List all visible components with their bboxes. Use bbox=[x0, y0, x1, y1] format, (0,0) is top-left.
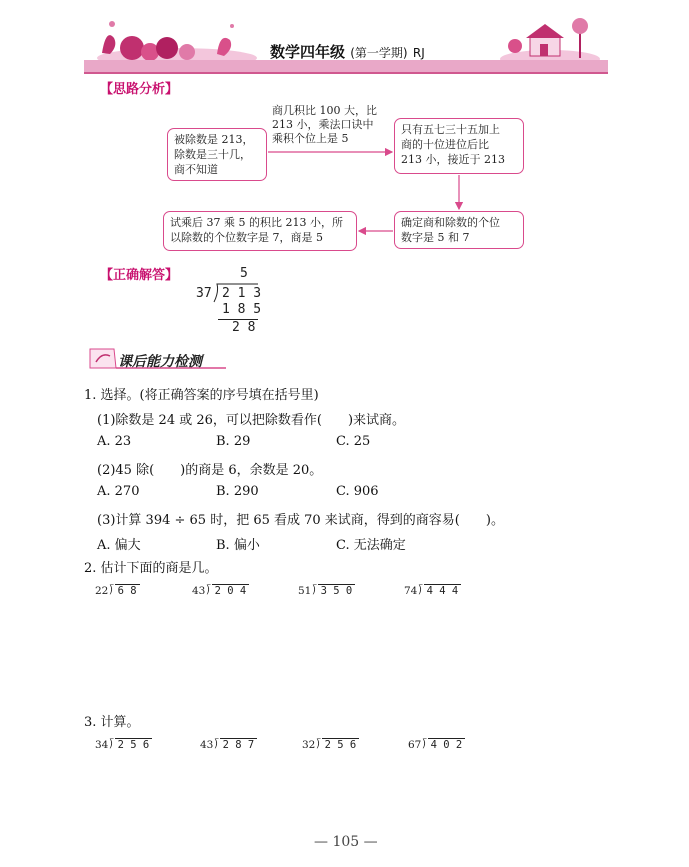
answer-quotient: 5 bbox=[240, 266, 248, 281]
answer-dividend: 2 1 3 bbox=[222, 286, 262, 301]
q1-item3-stem: (3)计算 394 ÷ 65 时，把 65 看成 70 来试商，得到的商容易( )。 bbox=[97, 513, 504, 528]
q3-problem-1-divisor: 34 bbox=[95, 739, 109, 751]
q2-problem-2: 43⟌ 2 0 4 bbox=[192, 585, 249, 598]
analysis-label: 【思路分析】 bbox=[100, 82, 179, 97]
q3-title: 3. 计算。 bbox=[84, 715, 140, 730]
q1-item2-option-b: B. 290 bbox=[216, 484, 259, 499]
q2-problem-1-dividend: 6 8 bbox=[115, 584, 140, 597]
q3-problem-2-dividend: 2 8 7 bbox=[220, 738, 258, 751]
answer-remainder: 2 8 bbox=[232, 320, 256, 335]
section-title: 课后能力检测 bbox=[118, 354, 202, 370]
answer-divisor: 37 bbox=[196, 286, 212, 301]
q2-problem-1-divisor: 22 bbox=[95, 585, 109, 597]
book-subtitle: (第一学期) bbox=[350, 46, 408, 60]
q3-problem-1: 34⟌ 2 5 6 bbox=[95, 739, 152, 752]
q1-title: 1. 选择。(将正确答案的序号填在括号里) bbox=[84, 388, 319, 403]
q2-problem-4-dividend: 4 4 4 bbox=[424, 584, 462, 597]
q1-item1-option-c: C. 25 bbox=[336, 434, 371, 449]
analysis-box-3: 确定商和除数的个位 数字是 5 和 7 bbox=[394, 211, 524, 249]
analysis-arrows bbox=[0, 0, 689, 300]
q2-problem-2-divisor: 43 bbox=[192, 585, 206, 597]
q1-item3-option-b: B. 偏小 bbox=[216, 538, 260, 553]
analysis-box-4: 试乘后 37 乘 5 的积比 213 小，所 以除数的个位数字是 7，商是 5 bbox=[163, 211, 357, 251]
q1-item1-option-a: A. 23 bbox=[97, 434, 132, 449]
analysis-box-2: 只有五七三十五加上 商的十位进位后比 213 小，接近于 213 bbox=[394, 118, 524, 174]
q1-item1-stem: (1)除数是 24 或 26，可以把除数看作( )来试商。 bbox=[97, 413, 406, 428]
q2-title: 2. 估计下面的商是几。 bbox=[84, 561, 218, 576]
q3-problem-4-divisor: 67 bbox=[408, 739, 422, 751]
q3-problem-1-dividend: 2 5 6 bbox=[115, 738, 153, 751]
q2-problem-1: 22⟌ 6 8 bbox=[95, 585, 140, 598]
q3-problem-3: 32⟌ 2 5 6 bbox=[302, 739, 359, 752]
q2-problem-3: 51⟌ 3 5 0 bbox=[298, 585, 355, 598]
q1-item2-stem: (2)45 除( )的商是 6，余数是 20。 bbox=[97, 463, 323, 478]
q3-problem-3-dividend: 2 5 6 bbox=[322, 738, 360, 751]
q1-item2-option-c: C. 906 bbox=[336, 484, 379, 499]
q2-problem-4-divisor: 74 bbox=[404, 585, 418, 597]
q2-problem-4: 74⟌ 4 4 4 bbox=[404, 585, 461, 598]
book-edition: RJ bbox=[412, 46, 425, 60]
q3-problem-4: 67⟌ 4 0 2 bbox=[408, 739, 465, 752]
analysis-note: 商几积比 100 大，比 213 小，乘法口诀中 乘积个位上是 5 bbox=[272, 104, 377, 145]
answer-label: 【正确解答】 bbox=[100, 268, 179, 283]
q1-item3-option-c: C. 无法确定 bbox=[336, 538, 406, 553]
q3-problem-3-divisor: 32 bbox=[302, 739, 316, 751]
q3-problem-4-dividend: 4 0 2 bbox=[428, 738, 466, 751]
page-number: — 105 — bbox=[314, 834, 378, 850]
answer-product: 1 8 5 bbox=[222, 302, 262, 317]
q2-problem-2-dividend: 2 0 4 bbox=[212, 584, 250, 597]
q1-item2-option-a: A. 270 bbox=[97, 484, 140, 499]
analysis-box-1: 被除数是 213， 除数是三十几， 商不知道 bbox=[167, 128, 267, 181]
q2-problem-3-dividend: 3 5 0 bbox=[318, 584, 356, 597]
q1-item3-option-a: A. 偏大 bbox=[97, 538, 141, 553]
q2-problem-3-divisor: 51 bbox=[298, 585, 312, 597]
q3-problem-2-divisor: 43 bbox=[200, 739, 214, 751]
book-title: 数学四年级 bbox=[270, 43, 346, 61]
q1-item1-option-b: B. 29 bbox=[216, 434, 251, 449]
q3-problem-2: 43⟌ 2 8 7 bbox=[200, 739, 257, 752]
